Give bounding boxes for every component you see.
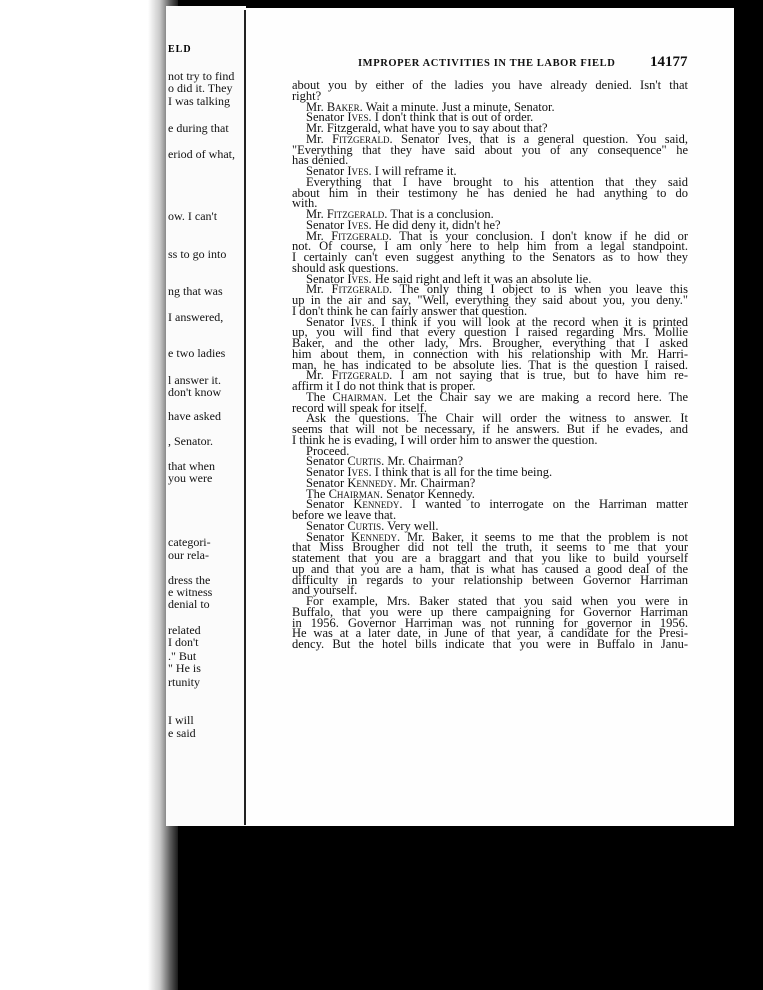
speaker-name: Kennedy. bbox=[351, 529, 401, 544]
transcript-line: Senator Kennedy. Mr. Chairman? bbox=[306, 475, 476, 490]
transcript-line: Senator Kennedy. Mr. Baker, it seems to me that the problem is not bbox=[306, 529, 689, 544]
transcript-line: difficulty in regards to your relationship between Governor Harriman bbox=[292, 572, 688, 587]
transcript-line: man, he has indicated to be absolute lies. That is the question I raised. bbox=[292, 357, 688, 372]
transcript-line: Senator Ives. I think if you will look at the record when it is printed bbox=[306, 314, 688, 329]
transcript-line: Senator Ives. He said right and left it was an absolute lie. bbox=[306, 271, 592, 286]
left-page-text-fragment: not try to find bbox=[168, 69, 235, 83]
transcript-line: in 1956. Governor Harriman was not running for governor in 1956. bbox=[292, 615, 688, 630]
transcript-body bbox=[292, 80, 688, 650]
left-page-text-fragment: have asked bbox=[168, 409, 221, 423]
page-number: 14177 bbox=[650, 54, 688, 70]
transcript-line: that Miss Brougher did not tell the truth, it seems to me that your bbox=[292, 540, 688, 555]
speaker-name: Ives. bbox=[350, 314, 375, 329]
transcript-line: Senator Curtis. Mr. Chairman? bbox=[306, 454, 464, 469]
transcript-line: Senator Ives. I will reframe it. bbox=[306, 164, 457, 178]
transcript-line: up, you will find that every question I raised regarding Mrs. Mollie bbox=[292, 325, 688, 340]
transcript-line: I think he is evading, I will order him to answer the question. bbox=[292, 432, 598, 447]
transcript-line: him about them, in connection with his relationship with Mr. Harri- bbox=[292, 346, 688, 361]
transcript-line: record will speak for itself. bbox=[292, 400, 428, 415]
transcript-line: not. Of course, I am only here to help him from a legal standpoint. bbox=[292, 239, 688, 254]
speaker-name: Fitzgerald. bbox=[331, 282, 393, 297]
speaker-name: Curtis. bbox=[347, 454, 385, 469]
left-page-text-fragment: our rela- bbox=[168, 548, 209, 562]
transcript-line: has denied. bbox=[292, 153, 349, 168]
left-page-text-fragment: ng that was bbox=[168, 284, 223, 298]
transcript-line: Senator Kennedy. I wanted to interrogate on the Harriman matter bbox=[306, 497, 688, 512]
transcript-line: Mr. Fitzgerald. Senator Ives, that is a general question. You said, bbox=[306, 131, 688, 146]
transcript-line: Senator Ives. I don't think that is out of order. bbox=[306, 110, 534, 125]
left-page-text-fragment: related bbox=[168, 623, 201, 637]
transcript-line: Mr. Baker. Wait a minute. Just a minute, Senator. bbox=[306, 99, 555, 114]
left-page-text-fragment: o did it. They bbox=[168, 81, 233, 95]
transcript-line: Mr. Fitzgerald. That is a conclusion. bbox=[306, 207, 494, 221]
speaker-name: Kennedy. bbox=[347, 475, 397, 490]
speaker-name: Ives. bbox=[347, 164, 372, 178]
speaker-name: Curtis. bbox=[347, 518, 385, 533]
speaker-name: Ives. bbox=[347, 217, 372, 232]
transcript-line: right? bbox=[292, 88, 322, 103]
speaker-name: Fitzgerald. bbox=[331, 368, 393, 383]
left-page-header-fragment: ELD bbox=[168, 44, 192, 55]
transcript-line: Mr. Fitzgerald, what have you to say about that? bbox=[306, 121, 548, 135]
left-page-text-fragment: denial to bbox=[168, 597, 210, 611]
transcript-line: Proceed. bbox=[306, 443, 350, 458]
left-page-text-fragment: you were bbox=[168, 471, 213, 485]
transcript-line: He was at a later date, in June of that year, a candidate for the Presi- bbox=[292, 626, 688, 641]
transcript-line: Everything that I have brought to his attention that they said bbox=[306, 174, 688, 189]
left-page-text-fragment: ss to go into bbox=[168, 247, 227, 261]
left-page-text-fragment: eriod of what, bbox=[168, 147, 235, 161]
speaker-name: Ives. bbox=[347, 465, 372, 479]
transcript-line: For example, Mrs. Baker stated that you said when you were in bbox=[306, 594, 688, 608]
left-page-text-fragment: I don't bbox=[168, 635, 199, 649]
speaker-name: Fitzgerald. bbox=[331, 228, 392, 243]
transcript-line: Baker, and the other lady, Mrs. Brougher, everything that I asked bbox=[292, 336, 688, 350]
left-page-text-fragment: ow. I can't bbox=[168, 209, 218, 223]
transcript-line: affirm it I do not think that is proper. bbox=[292, 379, 476, 393]
transcript-line: Mr. Fitzgerald. The only thing I object to is when you leave this bbox=[306, 282, 688, 297]
speaker-name: Baker. bbox=[326, 99, 363, 114]
speaker-name: Fitzgerald. bbox=[332, 131, 393, 146]
left-page-text-fragment: e witness bbox=[168, 585, 213, 599]
transcript-line: Mr. Fitzgerald. I am not saying that is true, but to have him re- bbox=[306, 368, 688, 383]
speaker-name: Ives. bbox=[347, 271, 372, 286]
left-page-text-fragment: I will bbox=[168, 713, 194, 727]
left-page-text-fragment: ." But bbox=[168, 649, 197, 663]
transcript-line: The Chairman. Let the Chair say we are making a record here. The bbox=[306, 389, 688, 404]
left-page-text-fragment: categori- bbox=[168, 535, 211, 549]
transcript-line: dency. But the hotel bills indicate that you were in Buffalo in Janu- bbox=[292, 637, 688, 651]
transcript-line: up in the air and say, "Well, everything they said about you, you deny." bbox=[292, 293, 688, 307]
left-page-text-fragment: e two ladies bbox=[168, 346, 226, 360]
transcript-line: seems that will not be necessary, if he answers. But if he evades, and bbox=[292, 422, 688, 436]
left-page-text-fragment: rtunity bbox=[168, 675, 200, 689]
transcript-line: Buffalo, that you were up there campaigning for Governor Harriman bbox=[292, 604, 688, 619]
transcript-line: with. bbox=[292, 196, 318, 211]
transcript-line: should ask questions. bbox=[292, 260, 399, 275]
left-page-edge bbox=[166, 6, 246, 826]
left-page-text-fragment: e said bbox=[168, 726, 196, 740]
transcript-line: Mr. Fitzgerald. That is your conclusion. I don't know if he did or bbox=[306, 228, 688, 243]
left-page-text-fragment: don't know bbox=[168, 385, 222, 399]
left-page-text-fragment: e during that bbox=[168, 121, 229, 135]
transcript-line: up and that you are a ham, that is what has caused a good deal of the bbox=[292, 561, 688, 576]
transcript-line: Senator Ives. He did deny it, didn't he? bbox=[306, 217, 501, 232]
speaker-name: Ives. bbox=[347, 110, 372, 125]
speaker-name: Chairman. bbox=[332, 389, 387, 404]
transcript-line: The Chairman. Senator Kennedy. bbox=[306, 486, 475, 501]
left-page-text-fragment: " He is bbox=[168, 661, 201, 675]
speaker-name: Kennedy. bbox=[353, 497, 403, 512]
left-page-text-fragment: , Senator. bbox=[168, 434, 213, 448]
transcript-line: I certainly can't even suggest anything to the Senators as to how they bbox=[292, 250, 688, 264]
left-page-text-fragment: l answer it. bbox=[168, 373, 221, 387]
speaker-name: Chairman. bbox=[328, 486, 384, 501]
left-page-text-fragment: dress the bbox=[168, 573, 211, 587]
running-head: IMPROPER ACTIVITIES IN THE LABOR FIELD bbox=[358, 58, 616, 69]
transcript-line: Ask the questions. The Chair will order the witness to answer. It bbox=[306, 411, 688, 426]
left-page-text-fragment: I was talking bbox=[168, 94, 230, 108]
transcript-line: about him in their testimony he has denied he had anything to do bbox=[292, 185, 688, 200]
transcript-line: "Everything that they have said about you of any consequence" he bbox=[292, 142, 688, 157]
transcript-line: Senator Curtis. Very well. bbox=[306, 518, 439, 533]
transcript-line: I don't think he can fairly answer that question. bbox=[292, 303, 528, 318]
transcript-line: statement that you are a braggart and that you like to build yourself bbox=[292, 551, 688, 565]
transcript-line: about you by either of the ladies you have already denied. Isn't that bbox=[292, 78, 688, 92]
transcript-line: Senator Ives. I think that is all for the time being. bbox=[306, 465, 553, 479]
left-page-text-fragment: that when bbox=[168, 459, 215, 473]
transcript-line: and yourself. bbox=[292, 583, 358, 598]
transcript-line: before we leave that. bbox=[292, 508, 397, 522]
right-edge-shadow bbox=[734, 8, 763, 990]
speaker-name: Fitzgerald. bbox=[326, 207, 388, 221]
left-page-text-fragment: I answered, bbox=[168, 310, 224, 324]
